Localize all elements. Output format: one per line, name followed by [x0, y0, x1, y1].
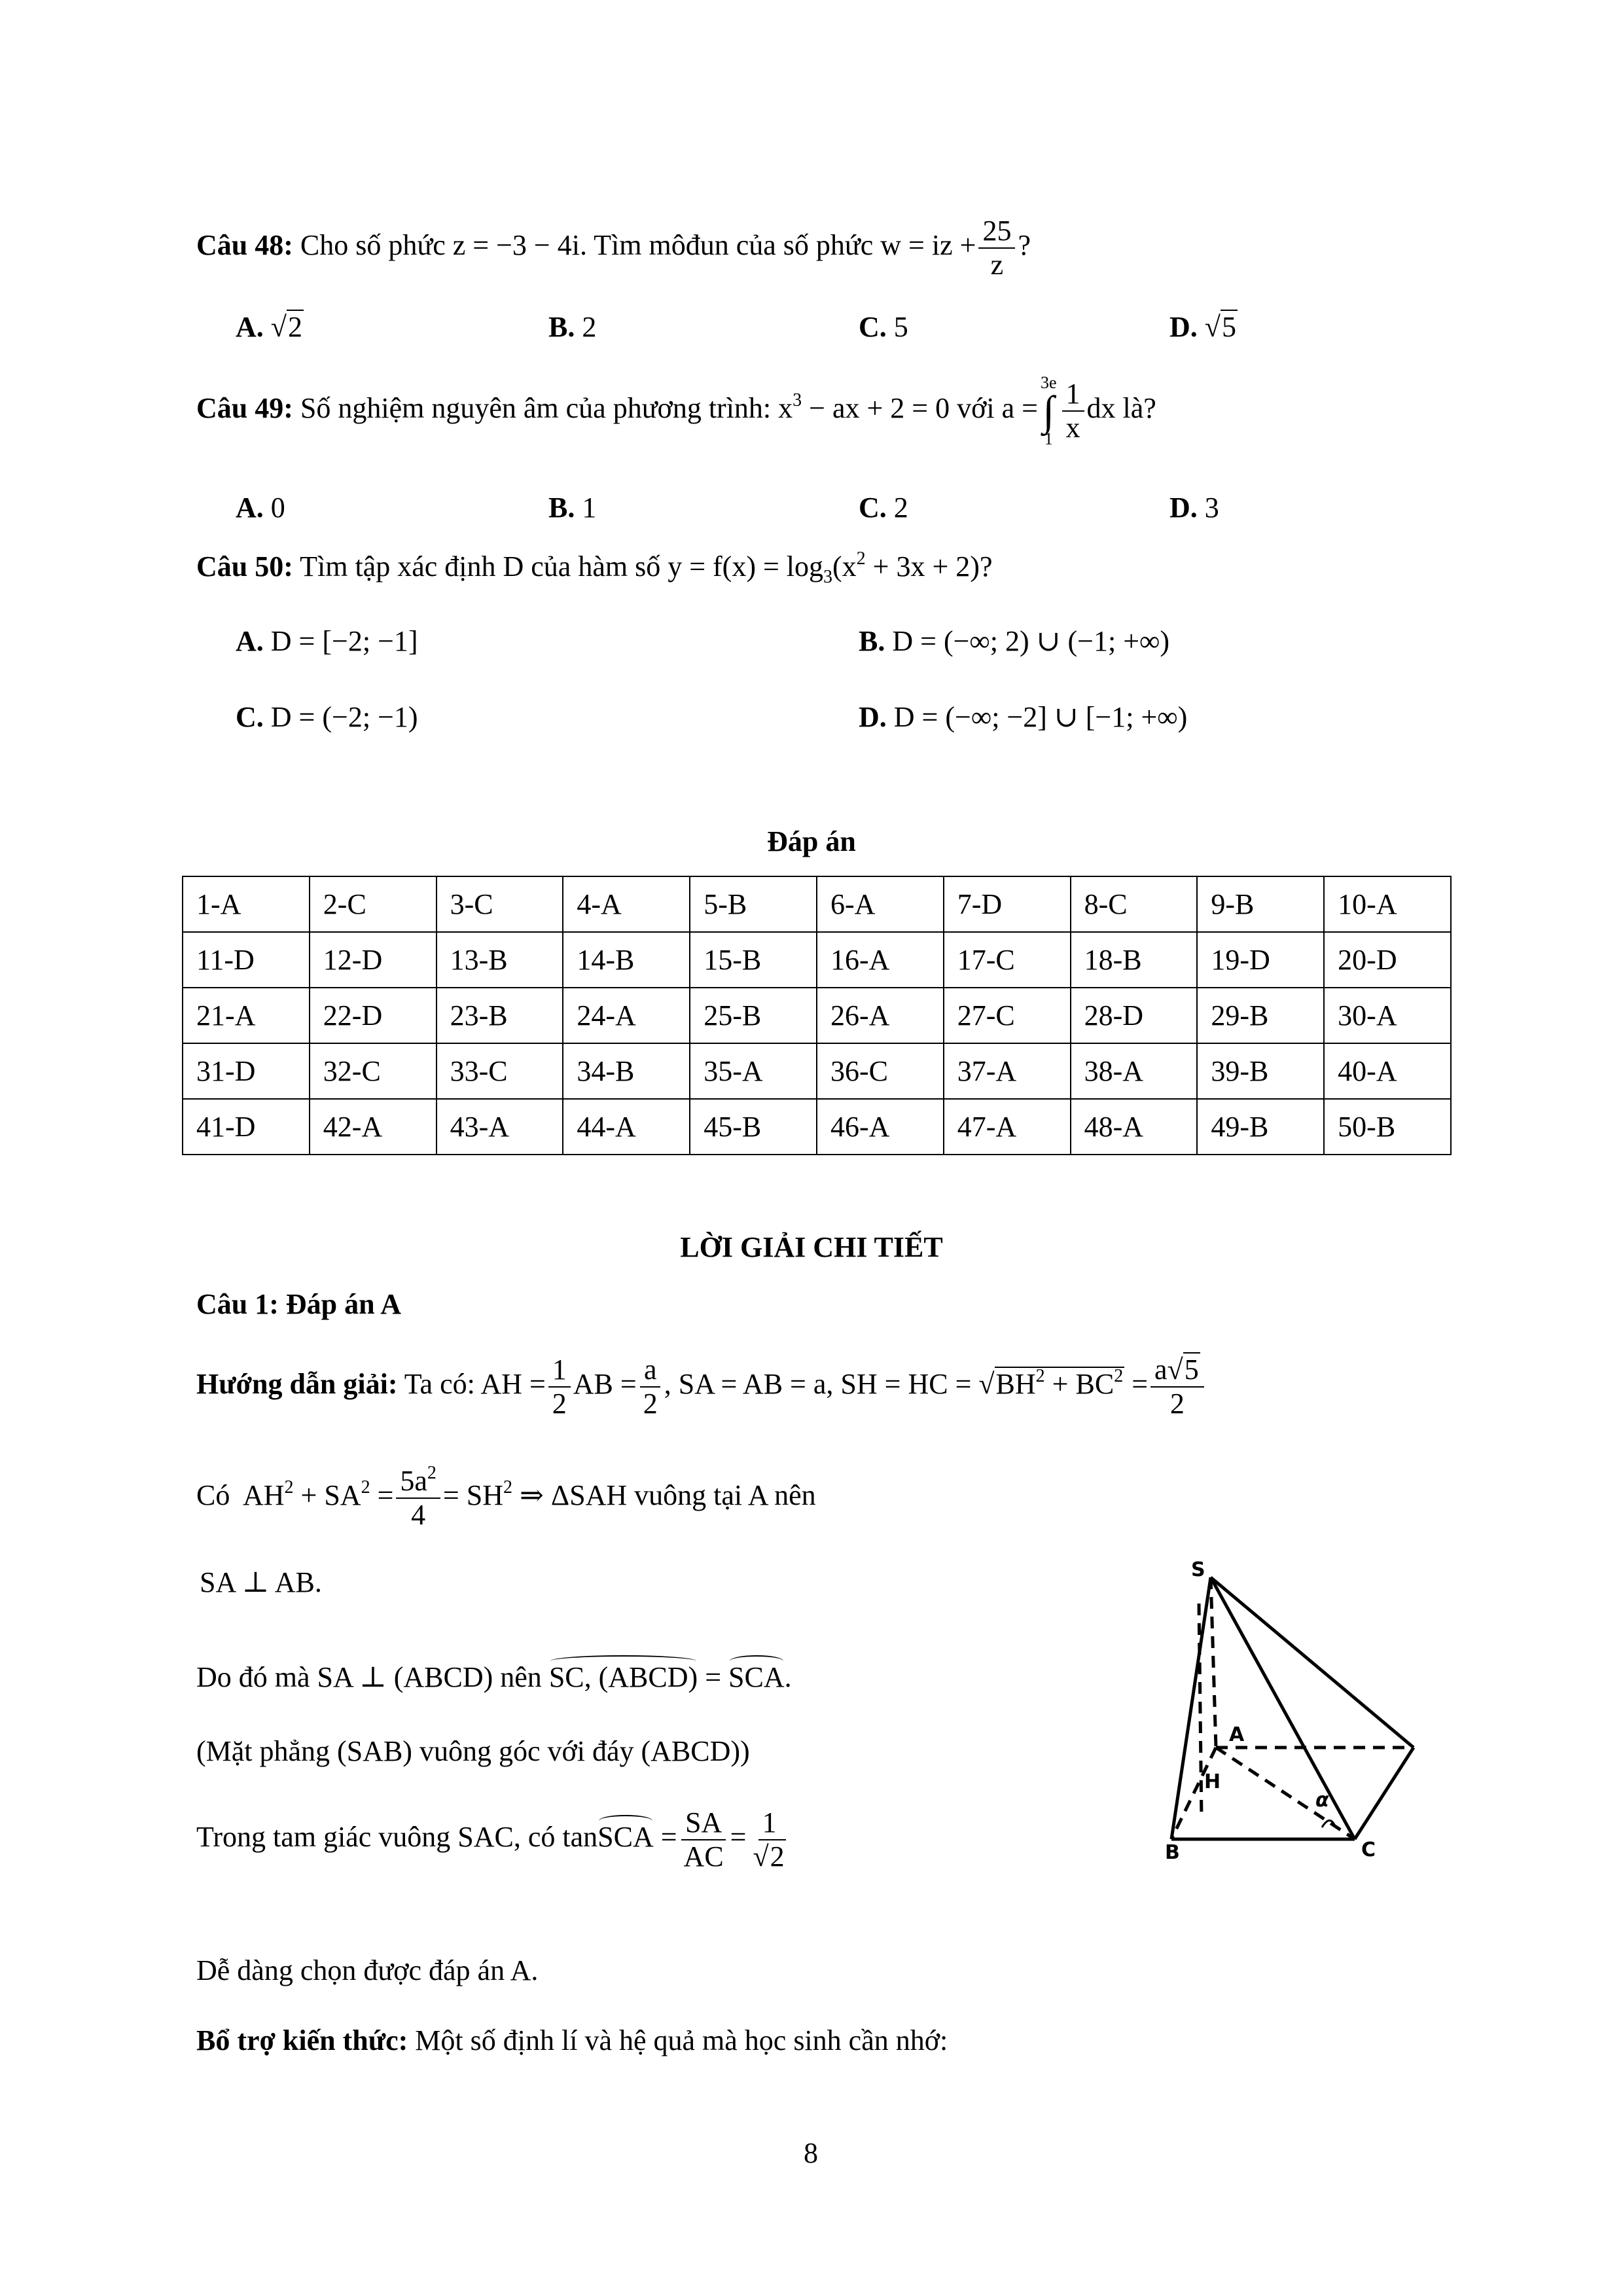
option-letter: C. — [859, 311, 887, 343]
answer-row — [183, 1043, 1451, 1099]
function-arg-a: (x — [832, 550, 857, 583]
option-letter: D. — [1169, 311, 1198, 343]
fraction — [639, 1354, 662, 1420]
log-base: 3 — [823, 567, 833, 587]
radicand: 5 — [1184, 1354, 1199, 1386]
answer-cell: 4-A — [563, 876, 690, 932]
answer-cell: 40-A — [1324, 1043, 1451, 1099]
answer-cell: 36-C — [817, 1043, 944, 1099]
answer-cell: 37-A — [944, 1043, 1071, 1099]
support-line — [196, 2022, 948, 2059]
fraction-numerator: SA — [681, 1806, 726, 1840]
fraction — [548, 1354, 571, 1420]
answer-cell: 31-D — [183, 1043, 310, 1099]
edge-sd — [1211, 1577, 1414, 1748]
fraction-numerator: a — [1154, 1354, 1168, 1386]
answer-cell: 24-A — [563, 988, 690, 1043]
answer-cell: 46-A — [817, 1099, 944, 1155]
text: Trong tam giác vuông SAC, có tan — [196, 1821, 598, 1854]
answer-cell: 3-C — [437, 876, 563, 932]
option-value: D = (−∞; 2) ∪ (−1; +∞) — [892, 625, 1170, 657]
option-value: 1 — [582, 492, 597, 524]
equation-var: x — [778, 392, 793, 425]
question-tail: ? — [1018, 229, 1031, 262]
solution-title: LỜI GIẢI CHI TIẾT — [680, 1231, 943, 1263]
fraction-denominator: z — [990, 249, 1004, 281]
option-48-d: D. √5 — [1169, 311, 1236, 343]
option-48-b — [548, 309, 596, 346]
option-letter: B. — [548, 492, 575, 524]
term-ah: AH — [242, 1479, 285, 1512]
answer-cell: 47-A — [944, 1099, 1071, 1155]
option-letter: D. — [859, 701, 887, 733]
answer-title: Đáp án — [767, 825, 856, 857]
text: Do đó mà SA ⊥ (ABCD) nên — [196, 1661, 542, 1693]
integral-lower: 1 — [1044, 429, 1053, 448]
answer-cell: 15-B — [690, 932, 817, 988]
answer-cell: 41-D — [183, 1099, 310, 1155]
pyramid-figure — [1139, 1558, 1427, 1859]
guide-intro: Ta có: — [404, 1368, 475, 1401]
option-49-a — [236, 490, 285, 526]
answer-row — [183, 876, 1451, 932]
answer-cell: 23-B — [437, 988, 563, 1043]
fraction-denominator: 4 — [411, 1499, 426, 1531]
label-c: C — [1361, 1839, 1376, 1859]
answer-cell: 25-B — [690, 988, 817, 1043]
equals: = — [377, 1479, 394, 1512]
answer-cell: 35-A — [690, 1043, 817, 1099]
integral-upper: 3e — [1040, 373, 1057, 392]
option-50-b — [859, 623, 1169, 660]
function-arg-b: + 3x + 2)? — [872, 550, 993, 583]
question-tail: là? — [1122, 392, 1156, 425]
option-value: D = [−2; −1] — [270, 625, 418, 657]
answer-cell: 44-A — [563, 1099, 690, 1155]
square-exponent: 2 — [361, 1477, 370, 1498]
equals: = — [660, 1821, 677, 1854]
fraction-numerator: 5a — [400, 1465, 427, 1497]
sa-expr: , SA = AB = a, SH = HC = — [664, 1368, 972, 1401]
line-5: (Mặt phẳng (SAB) vuông góc với đáy (ABCD)) — [196, 1735, 750, 1767]
answer-cell: 21-A — [183, 988, 310, 1043]
equals: = — [705, 1661, 722, 1693]
answer-cell: 34-B — [563, 1043, 690, 1099]
equals: = — [1132, 1368, 1149, 1401]
period: . — [784, 1661, 792, 1693]
answer-cell: 10-A — [1324, 876, 1451, 932]
fraction-numerator: 1 — [758, 1806, 781, 1840]
expr-lhs: w = iz + — [880, 229, 976, 262]
edge-sc — [1211, 1577, 1355, 1839]
option-50-c — [236, 699, 418, 736]
label-h: H — [1204, 1770, 1221, 1793]
dx: dx — [1086, 392, 1116, 425]
a-equals: a = — [1001, 392, 1038, 425]
option-letter: B. — [548, 311, 575, 343]
option-value: 5 — [893, 311, 908, 343]
integral: 3e ∫ 1 — [1040, 373, 1057, 448]
option-value: 2 — [582, 311, 597, 343]
answer-cell: 16-A — [817, 932, 944, 988]
option-50-d — [859, 699, 1187, 736]
answer-cell: 30-A — [1324, 988, 1451, 1043]
answer-cell: 26-A — [817, 988, 944, 1043]
answer-cell: 19-D — [1197, 932, 1324, 988]
label-s: S — [1191, 1558, 1205, 1581]
option-49-d — [1169, 490, 1219, 526]
answer-cell: 9-B — [1197, 876, 1324, 932]
answer-cell: 32-C — [310, 1043, 437, 1099]
conclusion: ⇒ ΔSAH vuông tại A nên — [519, 1479, 816, 1512]
square-exponent: 2 — [427, 1463, 437, 1483]
option-value: 2 — [287, 311, 302, 343]
fraction-numerator: a — [640, 1354, 661, 1388]
answer-cell: 50-B — [1324, 1099, 1451, 1155]
function-start: y = f(x) = log — [668, 550, 824, 583]
answer-cell: 6-A — [817, 876, 944, 932]
fraction-numerator: 25 — [978, 215, 1015, 249]
fraction-denominator: 2 — [1169, 1388, 1185, 1420]
option-value: 2 — [893, 492, 908, 524]
fraction — [396, 1465, 440, 1532]
answer-cell: 7-D — [944, 876, 1071, 932]
option-48-c — [859, 309, 908, 346]
edge-sa-dashed — [1211, 1577, 1216, 1748]
fraction-numerator: 1 — [548, 1354, 571, 1388]
fraction-denominator: x — [1065, 412, 1080, 444]
square-exponent: 2 — [1035, 1366, 1045, 1387]
question-text: Tìm tập xác định D của hàm số — [300, 550, 661, 583]
label-a: A — [1229, 1723, 1245, 1746]
answer-table — [182, 876, 1452, 1155]
answer-row — [183, 932, 1451, 988]
angle-sca: SCA — [597, 1819, 654, 1856]
fraction — [680, 1806, 728, 1873]
answer-cell: 27-C — [944, 988, 1071, 1043]
function-arg-exponent: 2 — [856, 548, 866, 569]
question-text: Số nghiệm nguyên âm của phương trình: — [300, 392, 772, 425]
question-label: Câu 50: — [196, 550, 293, 583]
question-label: Câu 49: — [196, 392, 293, 425]
fraction-numerator: 1 — [1062, 378, 1084, 412]
question-text: Cho số phức z = −3 − 4i. Tìm môđun của số phức — [300, 229, 874, 262]
edge-sb — [1171, 1577, 1211, 1839]
answer-cell: 17-C — [944, 932, 1071, 988]
answer-cell: 43-A — [437, 1099, 563, 1155]
support-text: Một số định lí và hệ quả mà học sinh cần nhớ: — [415, 2024, 948, 2056]
fraction-denominator: AC — [683, 1840, 724, 1873]
answer-row — [183, 988, 1451, 1043]
square-exponent: 2 — [284, 1477, 294, 1498]
answer-cell: 14-B — [563, 932, 690, 988]
answer-cell: 11-D — [183, 932, 310, 988]
fraction-denominator: 2 — [643, 1388, 658, 1420]
option-49-c — [859, 490, 908, 526]
ab-expr: AB = — [573, 1368, 637, 1401]
line-3: SA ⊥ AB. — [200, 1566, 322, 1598]
guide-line: Hướng dẫn giải: Ta có: AH = $\frac{1}{2}$ AB = $\frac{a}{2}$ , SA = AB = a, SH = HC = $√BH^2 + BC^2$ = $\frac{a√5}{2}$ — [196, 1354, 1207, 1420]
answer-cell: 12-D — [310, 932, 437, 988]
question-50 — [196, 548, 992, 585]
fraction — [1062, 378, 1084, 444]
answer-cell: 48-A — [1071, 1099, 1198, 1155]
option-value: 3 — [1204, 492, 1219, 524]
ah-expr: AH = — [480, 1368, 546, 1401]
answer-cell: 20-D — [1324, 932, 1451, 988]
term-sa: + SA — [300, 1479, 361, 1512]
edge-cd — [1355, 1748, 1414, 1839]
square-exponent: 2 — [1114, 1366, 1124, 1387]
answer-cell: 29-B — [1197, 988, 1324, 1043]
square-exponent: 2 — [503, 1477, 512, 1498]
option-letter: B. — [859, 625, 885, 657]
line-7: Dễ dàng chọn được đáp án A. — [196, 1954, 539, 1986]
answer-cell: 8-C — [1071, 876, 1198, 932]
option-letter: A. — [236, 311, 264, 343]
answer-cell: 28-D — [1071, 988, 1198, 1043]
equation-rest: − ax + 2 = 0 — [809, 392, 950, 425]
answer-row — [183, 1099, 1451, 1155]
angle-arc: SC, (ABCD) — [549, 1659, 698, 1696]
question-label: Câu 48: — [196, 229, 293, 262]
equals: = — [730, 1821, 747, 1854]
answer-cell: 42-A — [310, 1099, 437, 1155]
answer-cell: 5-B — [690, 876, 817, 932]
support-label: Bổ trợ kiến thức: — [196, 2024, 408, 2056]
solution-1-heading: Câu 1: Đáp án A — [196, 1288, 401, 1320]
option-value: 0 — [270, 492, 285, 524]
answer-cell: 13-B — [437, 932, 563, 988]
fraction: $\frac{1}{√2}$ — [753, 1806, 785, 1873]
answer-cell: 38-A — [1071, 1043, 1198, 1099]
line-6 — [196, 1806, 793, 1873]
co-word: Có — [196, 1479, 230, 1512]
sqrt-term-b: + BC — [1052, 1368, 1115, 1401]
answer-cell: 39-B — [1197, 1043, 1324, 1099]
answer-cell: 45-B — [690, 1099, 817, 1155]
option-48-a: A. √2 — [236, 311, 302, 343]
fraction: $\frac{a√5}{2}$ — [1150, 1354, 1204, 1420]
sqrt-term-a: BH — [995, 1368, 1036, 1401]
answer-cell: 33-C — [437, 1043, 563, 1099]
angle-sca: SCA — [728, 1659, 785, 1696]
option-49-b — [548, 490, 596, 526]
fraction-denominator: 2 — [770, 1840, 785, 1873]
question-49 — [196, 374, 1156, 448]
page-number: 8 — [804, 2137, 818, 2169]
term-sh: = SH — [442, 1479, 503, 1512]
answer-cell: 18-B — [1071, 932, 1198, 988]
option-value: D = (−2; −1) — [270, 701, 418, 733]
answer-cell: 49-B — [1197, 1099, 1324, 1155]
answer-cell: 2-C — [310, 876, 437, 932]
option-letter: C. — [859, 492, 887, 524]
option-letter: D. — [1169, 492, 1198, 524]
line-4 — [196, 1659, 792, 1696]
label-alpha: α — [1315, 1789, 1329, 1812]
option-letter: C. — [236, 701, 264, 733]
with-word: với — [957, 392, 995, 425]
answer-cell: 1-A — [183, 876, 310, 932]
label-b: B — [1165, 1841, 1180, 1859]
option-50-a — [236, 623, 418, 660]
option-value: 5 — [1221, 311, 1236, 343]
guide-label: Hướng dẫn giải: — [196, 1368, 398, 1401]
fraction-denominator: 2 — [552, 1388, 567, 1420]
option-letter: A. — [236, 625, 264, 657]
answer-cell: 22-D — [310, 988, 437, 1043]
option-letter: A. — [236, 492, 264, 524]
question-48 — [196, 215, 1031, 281]
option-value: D = (−∞; −2] ∪ [−1; +∞) — [893, 701, 1188, 733]
line-2 — [196, 1465, 816, 1532]
equation-exponent: 3 — [793, 390, 802, 411]
fraction — [978, 215, 1015, 281]
